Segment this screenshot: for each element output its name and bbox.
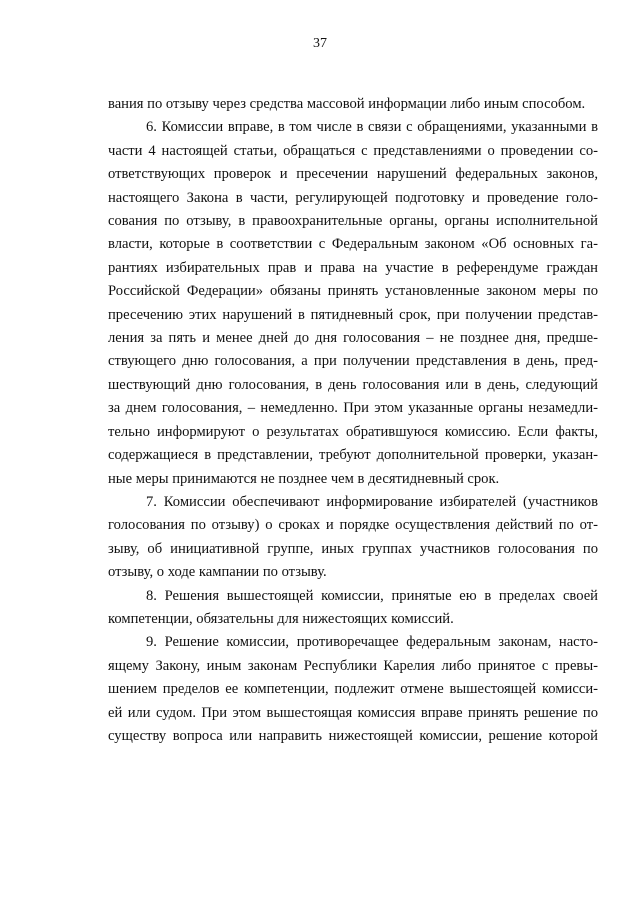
- paragraph-p7: [108, 491, 598, 585]
- text-line: 9. Решение комиссии, противоречащее федеральным законам, насто-: [146, 634, 598, 651]
- text-line: 7. Комиссии обеспечивают информирование избирателей (участников: [146, 493, 598, 510]
- paragraph-p0: [108, 93, 598, 116]
- text-line: вания по отзыву через средства массовой информации либо иным способом.: [108, 96, 586, 112]
- text-line: сования по отзыву, в правоохранительные органы, органы исполнительной: [108, 213, 598, 230]
- body-text: [108, 93, 598, 748]
- text-line: ей или судом. При этом вышестоящая комиссия вправе принять решение по: [108, 704, 598, 721]
- text-line: части 4 настоящей статьи, обращаться с представлениями о проведении со-: [108, 142, 598, 159]
- text-line: ные меры принимаются не позднее чем в десятидневный срок.: [108, 470, 500, 487]
- text-line: за днем голосования, – немедленно. При этом указанные органы незамедли-: [108, 400, 598, 417]
- page-number: 37: [313, 36, 327, 51]
- text-line: ления за пять и менее дней до дня голосования – не позднее дня, предше-: [108, 330, 598, 347]
- text-line: ответствующих проверок и пресечении нарушений федеральных законов,: [108, 166, 598, 183]
- text-line: голосования по отзыву) о сроках и порядке осуществления действий по от-: [108, 517, 598, 534]
- text-line: пресечению этих нарушений в пятидневный срок, при получении представ-: [108, 306, 598, 323]
- text-line: тельно информируют о результатах обратившуюся комиссию. Если факты,: [108, 423, 598, 440]
- text-line: зыву, об инициативной группе, иных группах участников голосования по: [108, 540, 598, 557]
- text-line: шествующий дню голосования, в день голосования или в день, следующий: [108, 376, 598, 393]
- text-line: отзыву, о ходе кампании по отзыву.: [108, 564, 327, 581]
- paragraph-p6: [108, 116, 598, 491]
- paragraph-p8: [108, 585, 598, 632]
- text-line: ствующего дню голосования, а при получении представления в день, пред-: [108, 353, 598, 370]
- text-line: содержащиеся в представлении, требуют дополнительной проверки, указан-: [108, 447, 598, 464]
- paragraph-p9: [108, 631, 598, 748]
- text-line: Российской Федерации» обязаны принять установленные законом меры по: [108, 283, 598, 300]
- text-line: компетенции, обязательны для нижестоящих комиссий.: [108, 610, 454, 627]
- text-line: настоящего Закона в части, регулирующей подготовку и проведение голо-: [108, 189, 598, 206]
- text-line: существу вопроса или направить нижестоящей комиссии, решение которой: [108, 727, 598, 744]
- text-line: власти, которые в соответствии с Федеральным законом «Об основных га-: [108, 236, 598, 253]
- text-line: 6. Комиссии вправе, в том числе в связи с обращениями, указанными в: [146, 119, 598, 136]
- text-line: ящему Закону, иным законам Республики Карелия либо принятое с превы-: [108, 657, 598, 674]
- text-line: рантиях избирательных прав и права на участие в референдуме граждан: [108, 259, 598, 276]
- text-line: шением пределов ее компетенции, подлежит отмене вышестоящей комисси-: [108, 681, 598, 698]
- text-line: 8. Решения вышестоящей комиссии, принятые ею в пределах своей: [146, 587, 598, 604]
